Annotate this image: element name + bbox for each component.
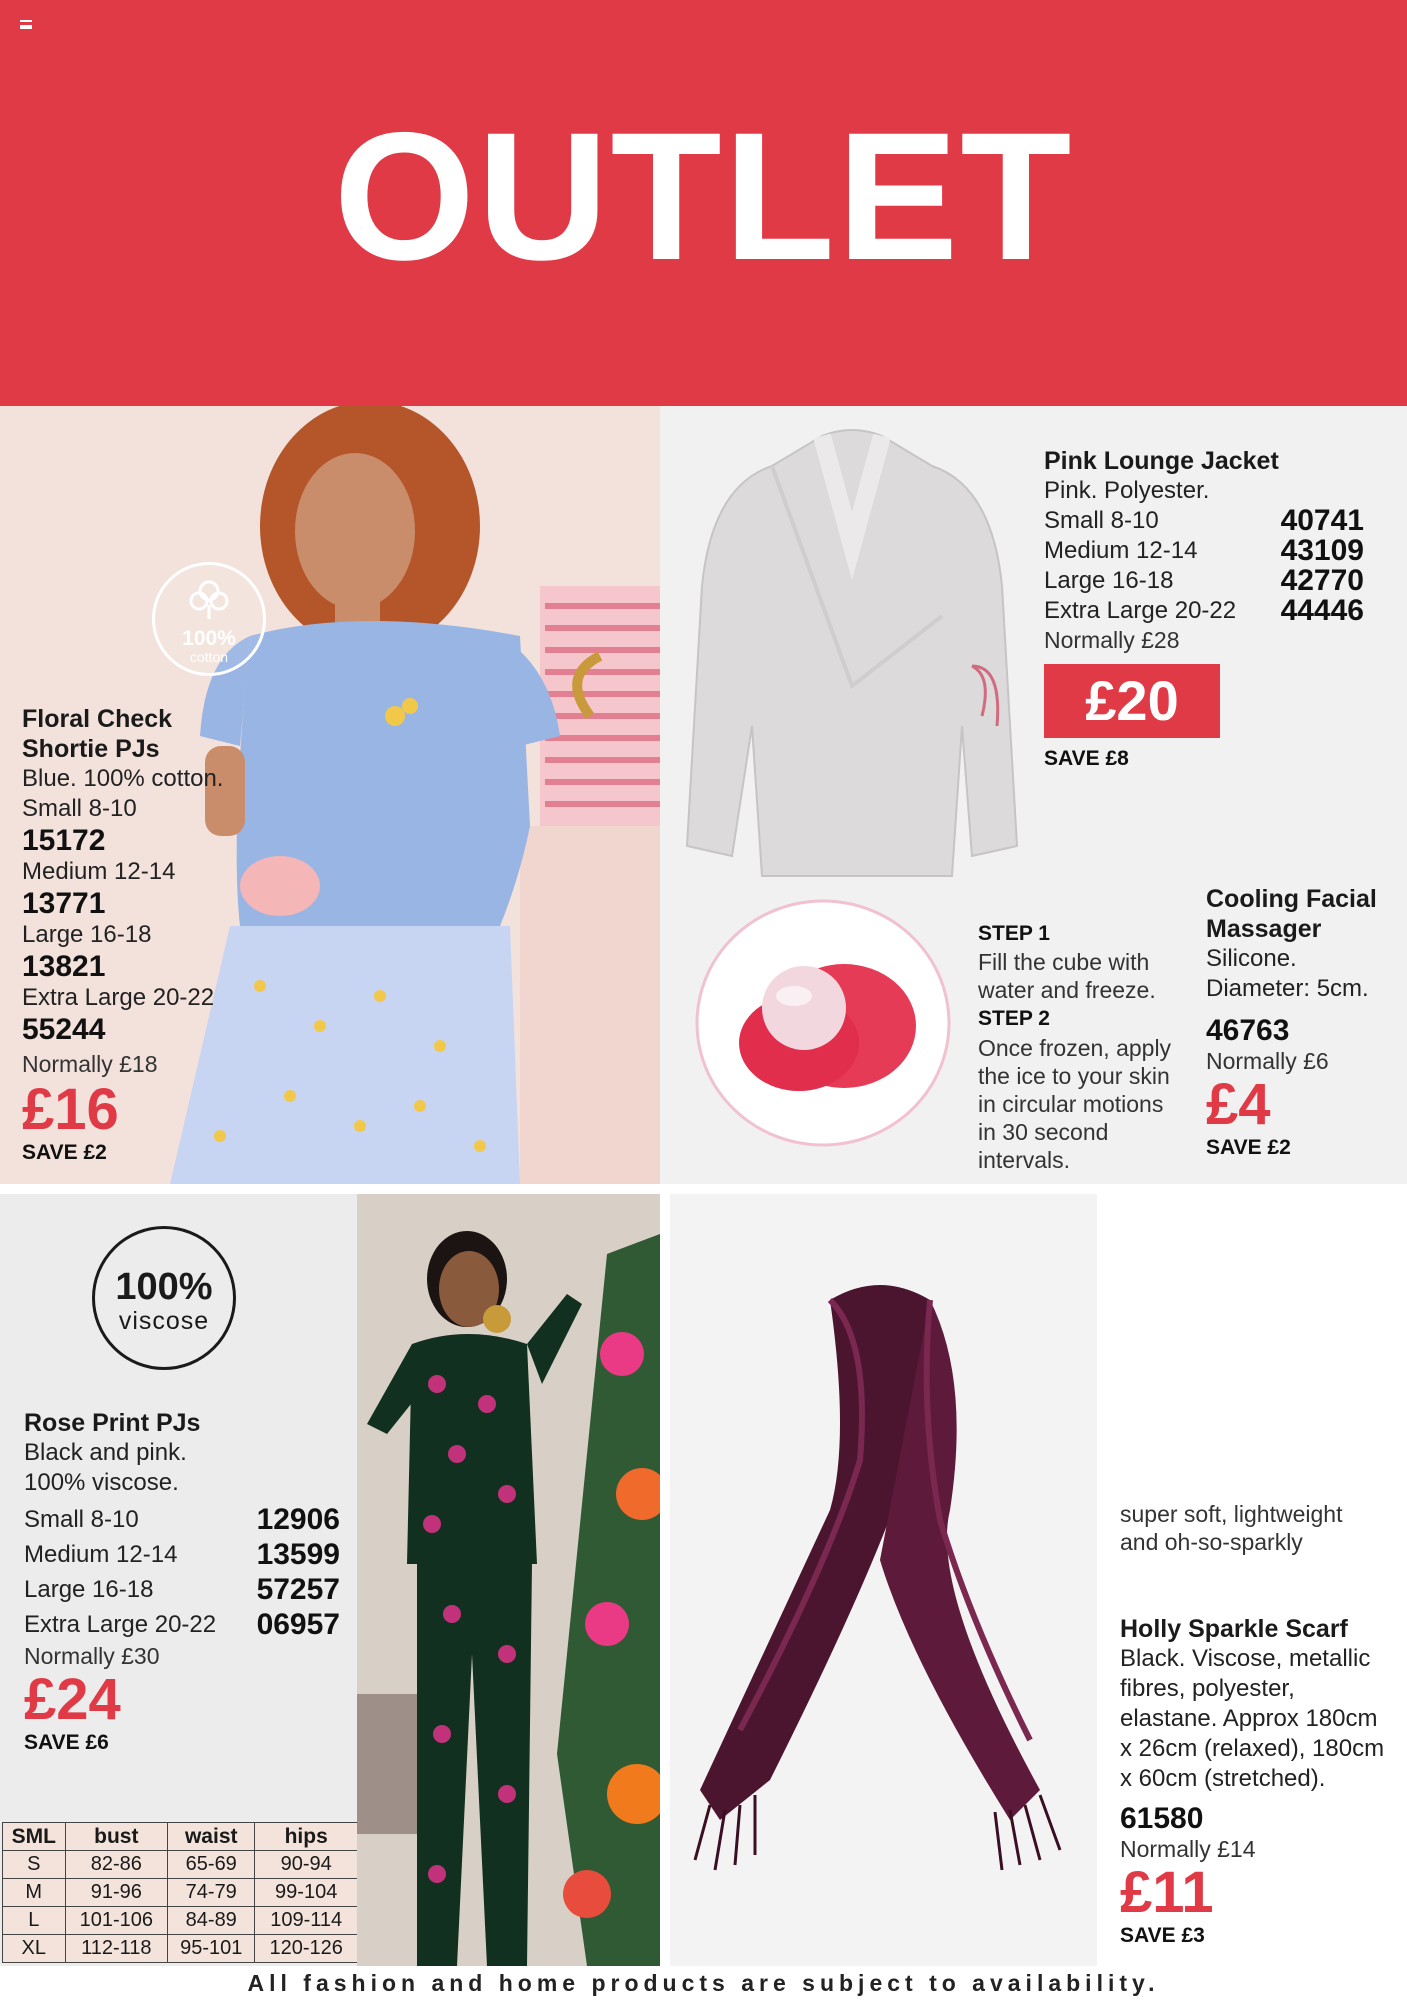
table-header-row xyxy=(3,1823,358,1851)
pink-lounge-jacket-image xyxy=(672,426,1032,886)
lounge-jacket-sizes xyxy=(1044,506,1364,654)
cotton-badge-percent: 100% xyxy=(182,627,236,650)
product-description: fibres, polyester, xyxy=(1120,1675,1295,1702)
woman-in-rose-pjs-illustration xyxy=(357,1194,660,1966)
table-row xyxy=(3,1851,358,1879)
holly-sparkle-scarf-image xyxy=(680,1260,1080,1900)
saving-label: SAVE £6 xyxy=(24,1731,109,1754)
cotton-badge-label: cotton xyxy=(189,649,229,665)
table-cell: 84-89 xyxy=(168,1907,255,1935)
table-header: SML xyxy=(3,1823,66,1851)
floral-pjs-details xyxy=(22,704,262,1166)
size-label: Small 8-10 xyxy=(22,795,137,822)
table-cell: L xyxy=(3,1907,66,1935)
product-code: 46763 xyxy=(1206,1014,1290,1047)
product-code: 57257 xyxy=(256,1573,340,1606)
table-header: hips xyxy=(255,1823,358,1851)
table-cell: S xyxy=(3,1851,66,1879)
product-code: 13771 xyxy=(22,887,106,920)
product-description: Silicone. xyxy=(1206,945,1297,972)
size-label: Medium 12-14 xyxy=(22,858,176,885)
sale-price: £4 xyxy=(1206,1072,1271,1137)
saving-label: SAVE £2 xyxy=(1206,1136,1291,1159)
size-label: Large 16-18 xyxy=(1044,567,1174,594)
product-description: Black. Viscose, metallic xyxy=(1120,1645,1371,1672)
facial-massager-image xyxy=(694,898,952,1148)
product-code: 44446 xyxy=(1280,594,1364,627)
size-label: Small 8-10 xyxy=(1044,507,1159,534)
table-row xyxy=(3,1935,358,1963)
size-label: Medium 12-14 xyxy=(24,1541,178,1568)
product-code: 40741 xyxy=(1280,504,1364,537)
product-description: x 60cm (stretched). xyxy=(1120,1765,1326,1792)
table-cell: 120-126 xyxy=(255,1935,358,1963)
table-cell: 109-114 xyxy=(255,1907,358,1935)
step-2-text: in circular motions xyxy=(978,1091,1164,1117)
product-description: Diameter: 5cm. xyxy=(1206,975,1369,1002)
step-1-title: STEP 1 xyxy=(978,922,1050,945)
product-code: 15172 xyxy=(22,824,106,857)
product-code: 61580 xyxy=(1120,1802,1204,1835)
normal-price: Normally £6 xyxy=(1206,1048,1329,1074)
product-title: Shortie PJs xyxy=(22,735,160,763)
viscose-badge-percent: 100% xyxy=(115,1266,213,1308)
saving-label: SAVE £3 xyxy=(1120,1924,1205,1947)
table-cell: 91-96 xyxy=(65,1879,168,1907)
product-description: Black and pink. xyxy=(24,1439,187,1466)
table-row xyxy=(3,1907,358,1935)
table-cell: 65-69 xyxy=(168,1851,255,1879)
size-label: Large 16-18 xyxy=(22,921,152,948)
product-title: Holly Sparkle Scarf xyxy=(1120,1615,1348,1643)
section-divider xyxy=(0,1184,1407,1194)
step-2-text: intervals. xyxy=(978,1147,1071,1173)
step-2-text: in 30 second xyxy=(978,1119,1109,1145)
table-cell: M xyxy=(3,1879,66,1907)
viscose-badge-label: viscose xyxy=(118,1307,210,1335)
viscose-badge xyxy=(92,1226,236,1370)
table-cell: 112-118 xyxy=(65,1935,168,1963)
sale-price: £11 xyxy=(1120,1860,1214,1925)
price-tag xyxy=(1044,664,1220,738)
tagline-text: super soft, lightweight xyxy=(1120,1501,1343,1527)
menu-icon[interactable] xyxy=(20,20,32,29)
massager-details xyxy=(1206,884,1402,1161)
step-2-title: STEP 2 xyxy=(978,1007,1050,1030)
size-label: Extra Large 20-22 xyxy=(24,1611,217,1638)
table-cell: 90-94 xyxy=(255,1851,358,1879)
product-description: x 26cm (relaxed), 180cm xyxy=(1120,1735,1385,1762)
normal-price: Normally £18 xyxy=(22,1051,158,1077)
normal-price: Normally £14 xyxy=(1120,1836,1256,1862)
product-description: Pink. Polyester. xyxy=(1044,477,1210,504)
cotton-plant-icon xyxy=(189,577,229,621)
size-label: Extra Large 20-22 xyxy=(1044,597,1237,624)
table-header: bust xyxy=(65,1823,168,1851)
step-1-text: water and freeze. xyxy=(978,977,1156,1003)
product-title: Massager xyxy=(1206,915,1322,943)
table-cell: 95-101 xyxy=(168,1935,255,1963)
product-description: elastane. Approx 180cm xyxy=(1120,1705,1378,1732)
size-label: Medium 12-14 xyxy=(1044,537,1198,564)
size-chart-table xyxy=(2,1822,358,1963)
step-2-text: the ice to your skin xyxy=(978,1063,1170,1089)
table-cell: 82-86 xyxy=(65,1851,168,1879)
table-cell: 101-106 xyxy=(65,1907,168,1935)
step-1-text: Fill the cube with xyxy=(978,949,1150,975)
product-description: Blue. 100% cotton. xyxy=(22,765,224,792)
product-code: 55244 xyxy=(22,1013,106,1046)
lounge-jacket-details xyxy=(1044,446,1294,506)
product-code: 42770 xyxy=(1280,564,1364,597)
table-header: waist xyxy=(168,1823,255,1851)
rose-pjs-details xyxy=(24,1408,340,1756)
cotton-badge xyxy=(152,562,266,676)
size-label: Extra Large 20-22 xyxy=(22,984,215,1011)
table-cell: XL xyxy=(3,1935,66,1963)
product-code: 12906 xyxy=(256,1503,340,1536)
product-code: 06957 xyxy=(256,1608,340,1641)
product-code: 13599 xyxy=(256,1538,340,1571)
sale-price: £16 xyxy=(22,1077,119,1142)
saving-label: SAVE £8 xyxy=(1044,747,1129,770)
product-code: 13821 xyxy=(22,950,106,983)
page-title: OUTLET xyxy=(333,94,1074,298)
product-title: Cooling Facial xyxy=(1206,885,1377,913)
table-cell: 74-79 xyxy=(168,1879,255,1907)
normal-price: Normally £30 xyxy=(24,1643,160,1669)
scarf-tagline xyxy=(1120,1500,1405,1556)
step-2-text: Once frozen, apply xyxy=(978,1035,1172,1061)
sale-price: £24 xyxy=(24,1667,121,1732)
size-label: Large 16-18 xyxy=(24,1576,154,1603)
product-code: 43109 xyxy=(1280,534,1364,567)
size-label: Small 8-10 xyxy=(24,1506,139,1533)
saving-label: SAVE £2 xyxy=(22,1141,107,1164)
rose-pjs-photo xyxy=(357,1194,660,1966)
scarf-details xyxy=(1120,1614,1407,1949)
table-row xyxy=(3,1879,358,1907)
tagline-text: and oh-so-sparkly xyxy=(1120,1529,1303,1555)
massager-steps xyxy=(978,920,1188,1174)
product-title: Floral Check xyxy=(22,705,173,733)
product-title: Pink Lounge Jacket xyxy=(1044,447,1279,475)
availability-disclaimer: All fashion and home products are subject to availability. xyxy=(247,1970,1160,1996)
product-description: 100% viscose. xyxy=(24,1469,179,1496)
sale-price: £20 xyxy=(1085,669,1179,732)
normal-price: Normally £28 xyxy=(1044,627,1180,653)
table-cell: 99-104 xyxy=(255,1879,358,1907)
product-title: Rose Print PJs xyxy=(24,1409,201,1437)
